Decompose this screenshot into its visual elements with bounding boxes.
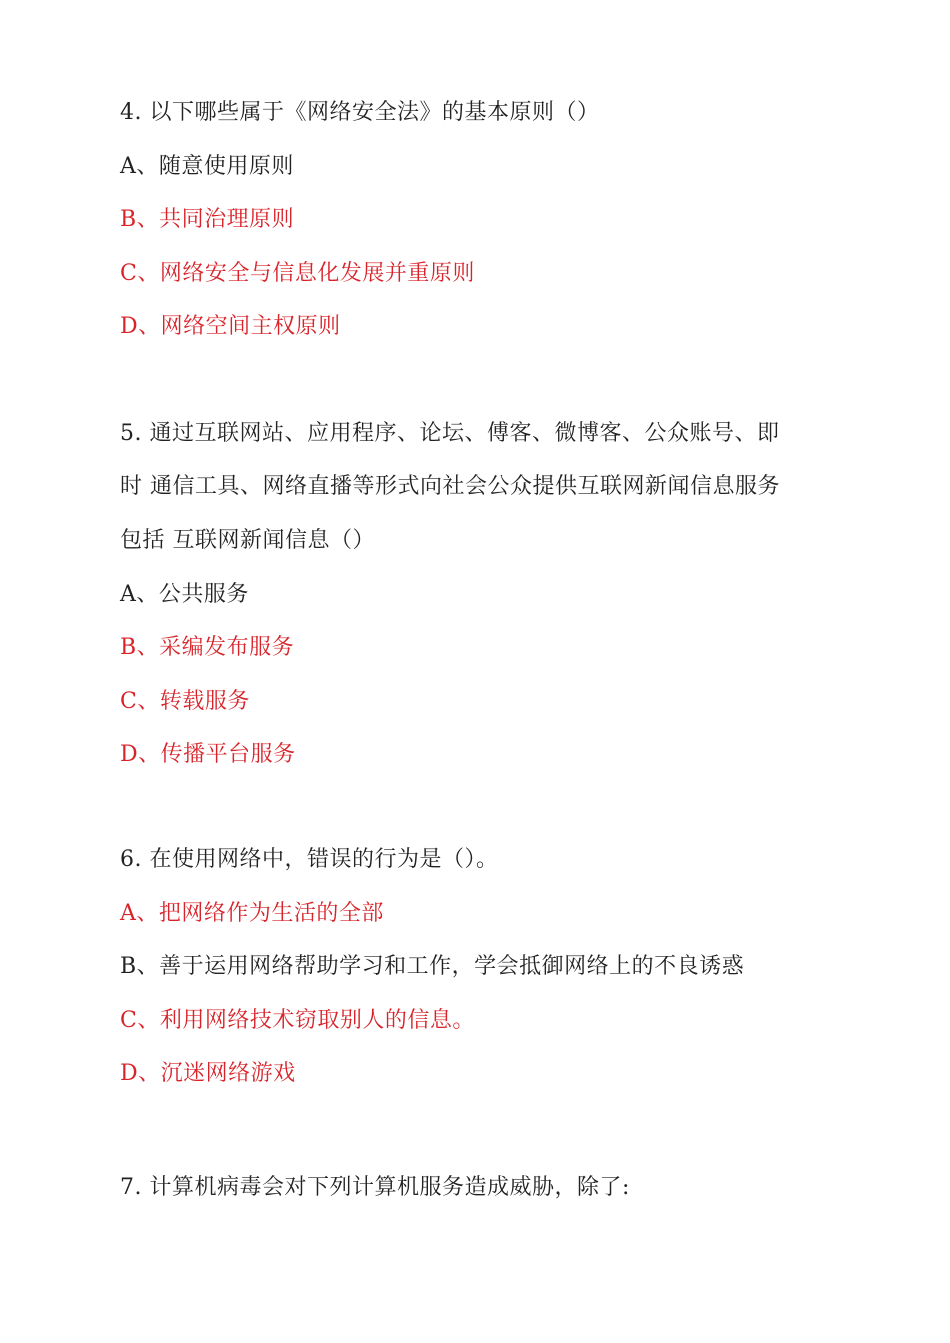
question-6-option-d: D、沉迷网络游戏	[120, 1061, 296, 1086]
question-6-option-c: C、利用网络技术窃取别人的信息。	[120, 1008, 475, 1033]
question-4-option-d: D、网络空间主权原则	[120, 314, 341, 339]
question-6-option-a: A、把网络作为生活的全部	[120, 901, 384, 926]
question-4-option-c: C、网络安全与信息化发展并重原则	[120, 261, 475, 286]
question-4-stem: 4. 以下哪些属于《网络安全法》的基本原则（）	[120, 100, 600, 125]
question-5-option-d: D、传播平台服务	[120, 742, 296, 767]
question-5-stem-line-1: 5. 通过互联网站、应用程序、论坛、傅客、微博客、公众账号、即	[120, 421, 780, 446]
question-5-stem-line-2: 时 通信工具、网络直播等形式向社会公众提供互联网新闻信息服务	[120, 474, 780, 499]
question-6-stem: 6. 在使用网络中，错误的行为是（）。	[120, 847, 499, 872]
question-5-option-a: A、公共服务	[120, 582, 249, 607]
question-5-stem-line-3: 包括 互联网新闻信息（）	[120, 528, 375, 553]
question-4-option-b: B、共同治理原则	[120, 207, 295, 232]
question-5-option-b: B、采编发布服务	[120, 635, 295, 660]
question-5-option-c: C、转载服务	[120, 689, 250, 714]
question-4-option-a: A、随意使用原则	[120, 154, 294, 179]
question-6-option-b: B、善于运用网络帮助学习和工作，学会抵御网络上的不良诱惑	[120, 954, 745, 979]
question-7-stem: 7. 计算机病毒会对下列计算机服务造成威胁，除了:	[120, 1175, 630, 1200]
